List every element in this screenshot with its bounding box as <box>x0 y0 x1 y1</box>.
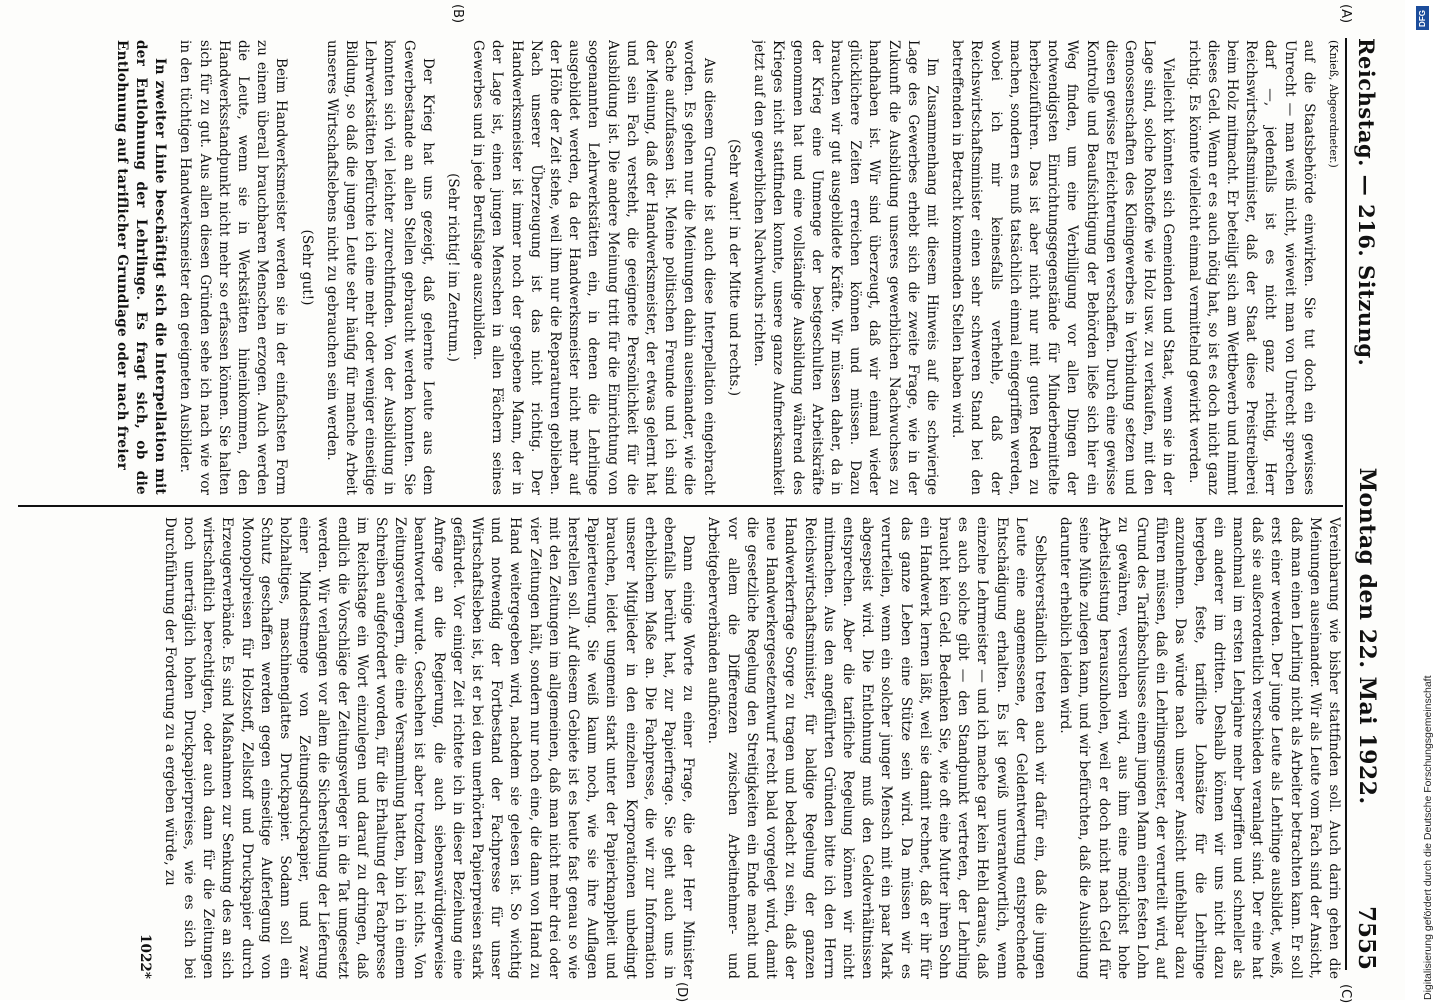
paragraph: auf die Staatsbehörde einwirken. Sie tut doch ein gewisses Unrecht — man weiß nicht, wieweit man von Unrecht sprechen darf —, jedenfalls ist es nicht ganz richtig, Herr Reichswirtschaftsminister, daß der Staat diese Preistreiberei beim Holz mitmacht. Er beteiligt sich am Wettbewerb und nimmt dieses Geld. Wenn er es auch nötig hat, so ist es doch nicht ganz richtig. Es könnte vielleicht einmal vermittelnd gewirkt werden. <box>1185 40 1317 495</box>
paragraph: Der Krieg hat uns gezeigt, daß gelernte Leute aus dem Gewerbestande an allen Stellen gebraucht werden konnten. Sie konnten sich viel leichter zurechtfinden. Von der Ausbildung in Lehrwerkstätten befürchte ich eine mehr oder weniger einseitige Bildung, so daß die jungen Leute sehr häufig für manche Arbeit unseres Wirtschaftslebens nicht zu gebrauchen sein werden. <box>323 40 436 495</box>
header-date: Montag den 22. Mai 1922. <box>1354 467 1380 805</box>
right-column <box>18 517 1343 979</box>
interjection: (Sehr gut!) <box>298 229 315 306</box>
page-header <box>1345 38 1387 970</box>
interjection: (Sehr wahr! in der Mitte und rechts.) <box>725 138 742 397</box>
column-divider <box>18 505 1343 507</box>
speaker-label: (Knieß, Abgeordneter.) <box>1327 40 1340 168</box>
margin-marker-a: (A) <box>1338 4 1353 24</box>
dfg-logo <box>1416 6 1429 30</box>
page-number: 7555 <box>1353 905 1381 970</box>
paragraph: Beim Handwerksmeister werden sie in der einfachsten Form zu einem überall brauchbaren Menschen erzogen. Auch werden die Leute, wenn sie in Werkstätten hineinkommen, den Handwerksstandpunkt nicht mehr so erfassen können. Sie halten sich für zu gut. Aus allen diesen Gründen sehe ich nach wie vor in den tüchtigen Handwerksmeister den geeigneten Ausbilder. <box>177 40 290 495</box>
paragraph: Dann einige Worte zu einer Frage, die der Herr Minister ebenfalls berührt hat, zur Papierfrage. Sie geht auch uns in erheblichem Maße an. Die Fachpresse, die wir zur Information unserer Mitglieder in den einzelnen Korporationen unbedingt brauchen, leidet ungemein stark unter der Papierknappheit und Papierteuerung. Sie weiß kaum noch, wie sie ihre Auflagen herstellen soll. Auf diesem Gebiete ist es heute fast genau so wie mit den Zeitungen im allgemeinen, daß man nicht mehr drei oder vier Zeitungen hält, sondern nur noch eine, die dann von Hand zu Hand weitergegeben wird, nachdem sie gelesen ist. So wichtig und notwendig der Fortbestand der Fachpresse für unser Wirtschaftsleben ist, ist er bei den unerhörten Papierpreisen stark gefährdet. Vor einiger Zeit richtete ich in dieser Beziehung eine Anfrage an die Regierung, die auch siebenswürdigerweise beantwortet wurde. Geschehen ist aber trotzdem fast nichts. Von Zeitungsverlegern, die eine Versammlung hatten, bin ich in einem Schreiben aufgefordert worden, für die Erhaltung der Fachpresse im Reichstage ein Wort einzulegen und darauf zu dringen, daß endlich die Vorschläge der Zeitungsverleger in die Tat umgesetzt werden. Wir verlangen vor allem die Sicherstellung der Lieferung einer Mindestmenge von Zeitungsdruckpapier, und zwar holzhaltiges, maschinenglattes Druckpapier. Sodann soll ein Schutz geschaffen werden gegen einseitige Auferlegung von Monopolpreisen für Holzstoff, Zellstoff und Druckpapier durch Erzeugerverbände. Es sind Maßnahmen zur Senkung des an sich wirtschaftlich berechtigten, oder auch dann für die Zeitungen noch unerträglich hohen Druckpapierpreises, wie es sich bei Durchführung der Forderung zu a ergeben würde, zu <box>161 517 697 979</box>
margin-marker-b: (B) <box>450 4 465 24</box>
interjection: (Sehr richtig! im Zentrum.) <box>445 173 462 362</box>
paragraph: Vielleicht könnten sich Gemeinden und Staat, wenn sie in der Lage sind, solche Rohstoffe wie Holz usw. zu verkaufen, mit den Genossenschaften des Kleingewerbes in Verbindung setzen und diesen gewisse Erleichterungen verschaffen. Durch eine gewisse Kontrolle und Beaufsichtigung der Behörden ließe sich hier ein Weg finden, um eine Verbilligung vor allen Dingen der notwendigsten Einrichtungsgegenstände für Minderbemittelte herbeizuführen. Das ist aber nicht nur mit guten Reden zu machen, sondern es muß tatsächlich einmal eingegriffen werden, wobei ich mir keinesfalls verhehle, daß der Reichswirtschaftsminister einen sehr schweren Stand bei den betreffenden in Betracht kommenden Stellen haben wird. <box>949 40 1177 495</box>
paragraph: Selbstverständlich treten auch wir dafür ein, daß die jungen Leute eine angemessene, der Geldentwertung entsprechende Entschädigung erhalten. Es ist gewiß unverantwortlich, wenn einzelne Lehrmeister — und ich mache gar kein Hehl daraus, daß es auch solche gibt — den Standpunkt vertreten, der Lehrling braucht kein Geld. Bedenken Sie, wie oft eine Mutter ihren Sohn ein Handwerk lernen läßt, weil sie damit rechnet, daß er ihr für das ganze Leben eine Stütze sein wird. Da müssen wir es verurteilen, wenn ein solcher junger Mensch mit ein paar Mark abgespeist wird. Die Entlohnung muß den Geldverhältnissen entsprechen. Aber die tarifliche Regelung können wir nicht mitmachen. Aus den angeführten Gründen bitte ich den Herrn Reichswirtschaftsminister, für baldige Regelung der ganzen Handwerkerfrage Sorge zu tragen und bedacht zu sein, daß der neue Handwerkergesetzentwurf recht bald vorgelegt wird, damit die gesetzliche Regelung den Streitigkeiten ein Ende macht und vor allem die Differenzen zwischen Arbeitnehmer- und Arbeitgeberverbänden aufhören. <box>705 517 1048 979</box>
paragraph: Vereinbarung wie bisher stattfinden soll. Auch darin gehen die Meinungen auseinander. Wir als Leute vom Fach sind der Ansicht, daß man einen Lehrling nicht als Arbeiter betrachten kann. Er soll erst einer werden. Der junge Leute als Lehrlinge ausbildet, weiß, daß sie außerordentlich verschieden veranlagt sind. Der eine hat manchmal im ersten Lehrjahre mehr begriffen und schneller als ein anderer im dritten. Deshalb können wir uns nicht dazu hergeben, feste, tarifliche Lohnsätze für die Lehrlinge anzunehmen. Das würde nach unserer Ansicht unfehlbar dazu führen müssen, daß ein Lehrlingsmeister, der verurteilt wird, auf Grund des Tarifabschlusses einem jungen Mann einen festen Lohn zu gewähren, versuchen wird, aus ihm eine möglichst hohe Arbeitsleistung herauszuholen, weil er doch nicht nach Geld für seine Mühe zulegen kann, und wir befürchten, daß die Ausbildung darunter erheblich leiden wird. <box>1057 517 1342 979</box>
paragraph: Im Zusammenhang mit diesem Hinweis auf die schwierige Lage des Gewerbes erhebt sich die zweite Frage, wie in der Zukunft die Ausbildung unseres gewerblichen Nachwuchses zu handhaben ist. Wir sind überzeugt, daß wir einmal wieder glücklichere Zeiten erreichen können und müssen. Dazu brauchen wir gut ausgebildete Kräfte. Wir müssen daher, da in der Krieg eine Unmenge der bestgeschulten Arbeitskräfte genommen hat und eine vollständige Ausbildung während des Krieges nicht stattfinden konnte, unsere ganze Aufmerksamkeit jetzt auf den gewerblichen Nachwuchs richten. <box>751 40 940 495</box>
dfg-credit-text: Digitalisierung gefördert durch die Deutsche Forschungsgemeinschaft <box>1422 675 1434 1000</box>
dfg-logo-text: DFG <box>1418 9 1428 27</box>
paragraph: In zweiter Linie beschäftigt sich die Interpellation mit der Entlohnung der Lehrlinge. Es fragt sich, ob die Entlohnung auf tariflicher Grundlage oder nach freier <box>113 40 169 495</box>
margin-marker-c: (C) <box>1338 984 1353 1003</box>
header-left: Reichstag. — 216. Sitzung. <box>1354 38 1380 367</box>
left-column <box>18 40 1343 495</box>
margin-marker-d: (D) <box>674 982 689 1003</box>
print-stamp: 1022* <box>136 934 153 979</box>
paragraph: Aus diesem Grunde ist auch diese Interpellation eingebracht worden. Es gehen nur die Meinungen dahin auseinander, wie die Sache aufzufassen ist. Meine politischen Freunde und ich sind der Meinung, daß der Handwerksmeister, der etwas gelernt hat und sein Fach versteht, die geeignete Persönlichkeit für die Ausbildung ist. Die andere Meinung tritt für die Einrichtung von sogenannten Lehrwerkstätten ein, in denen die Lehrlinge ausgebildet werden, da der Handwerksmeister nicht mehr auf der Höhe der Zeit stehe, weil ihm nur die Reparaturen geblieben. Nach unserer Überzeugung ist das nicht richtig. Der Handwerksmeister ist immer noch der gegebene Mann, der in der Lage ist, einen jungen Menschen in allen Fächern seines Gewerbes und in jede Berufslage auszubilden. <box>470 40 717 495</box>
